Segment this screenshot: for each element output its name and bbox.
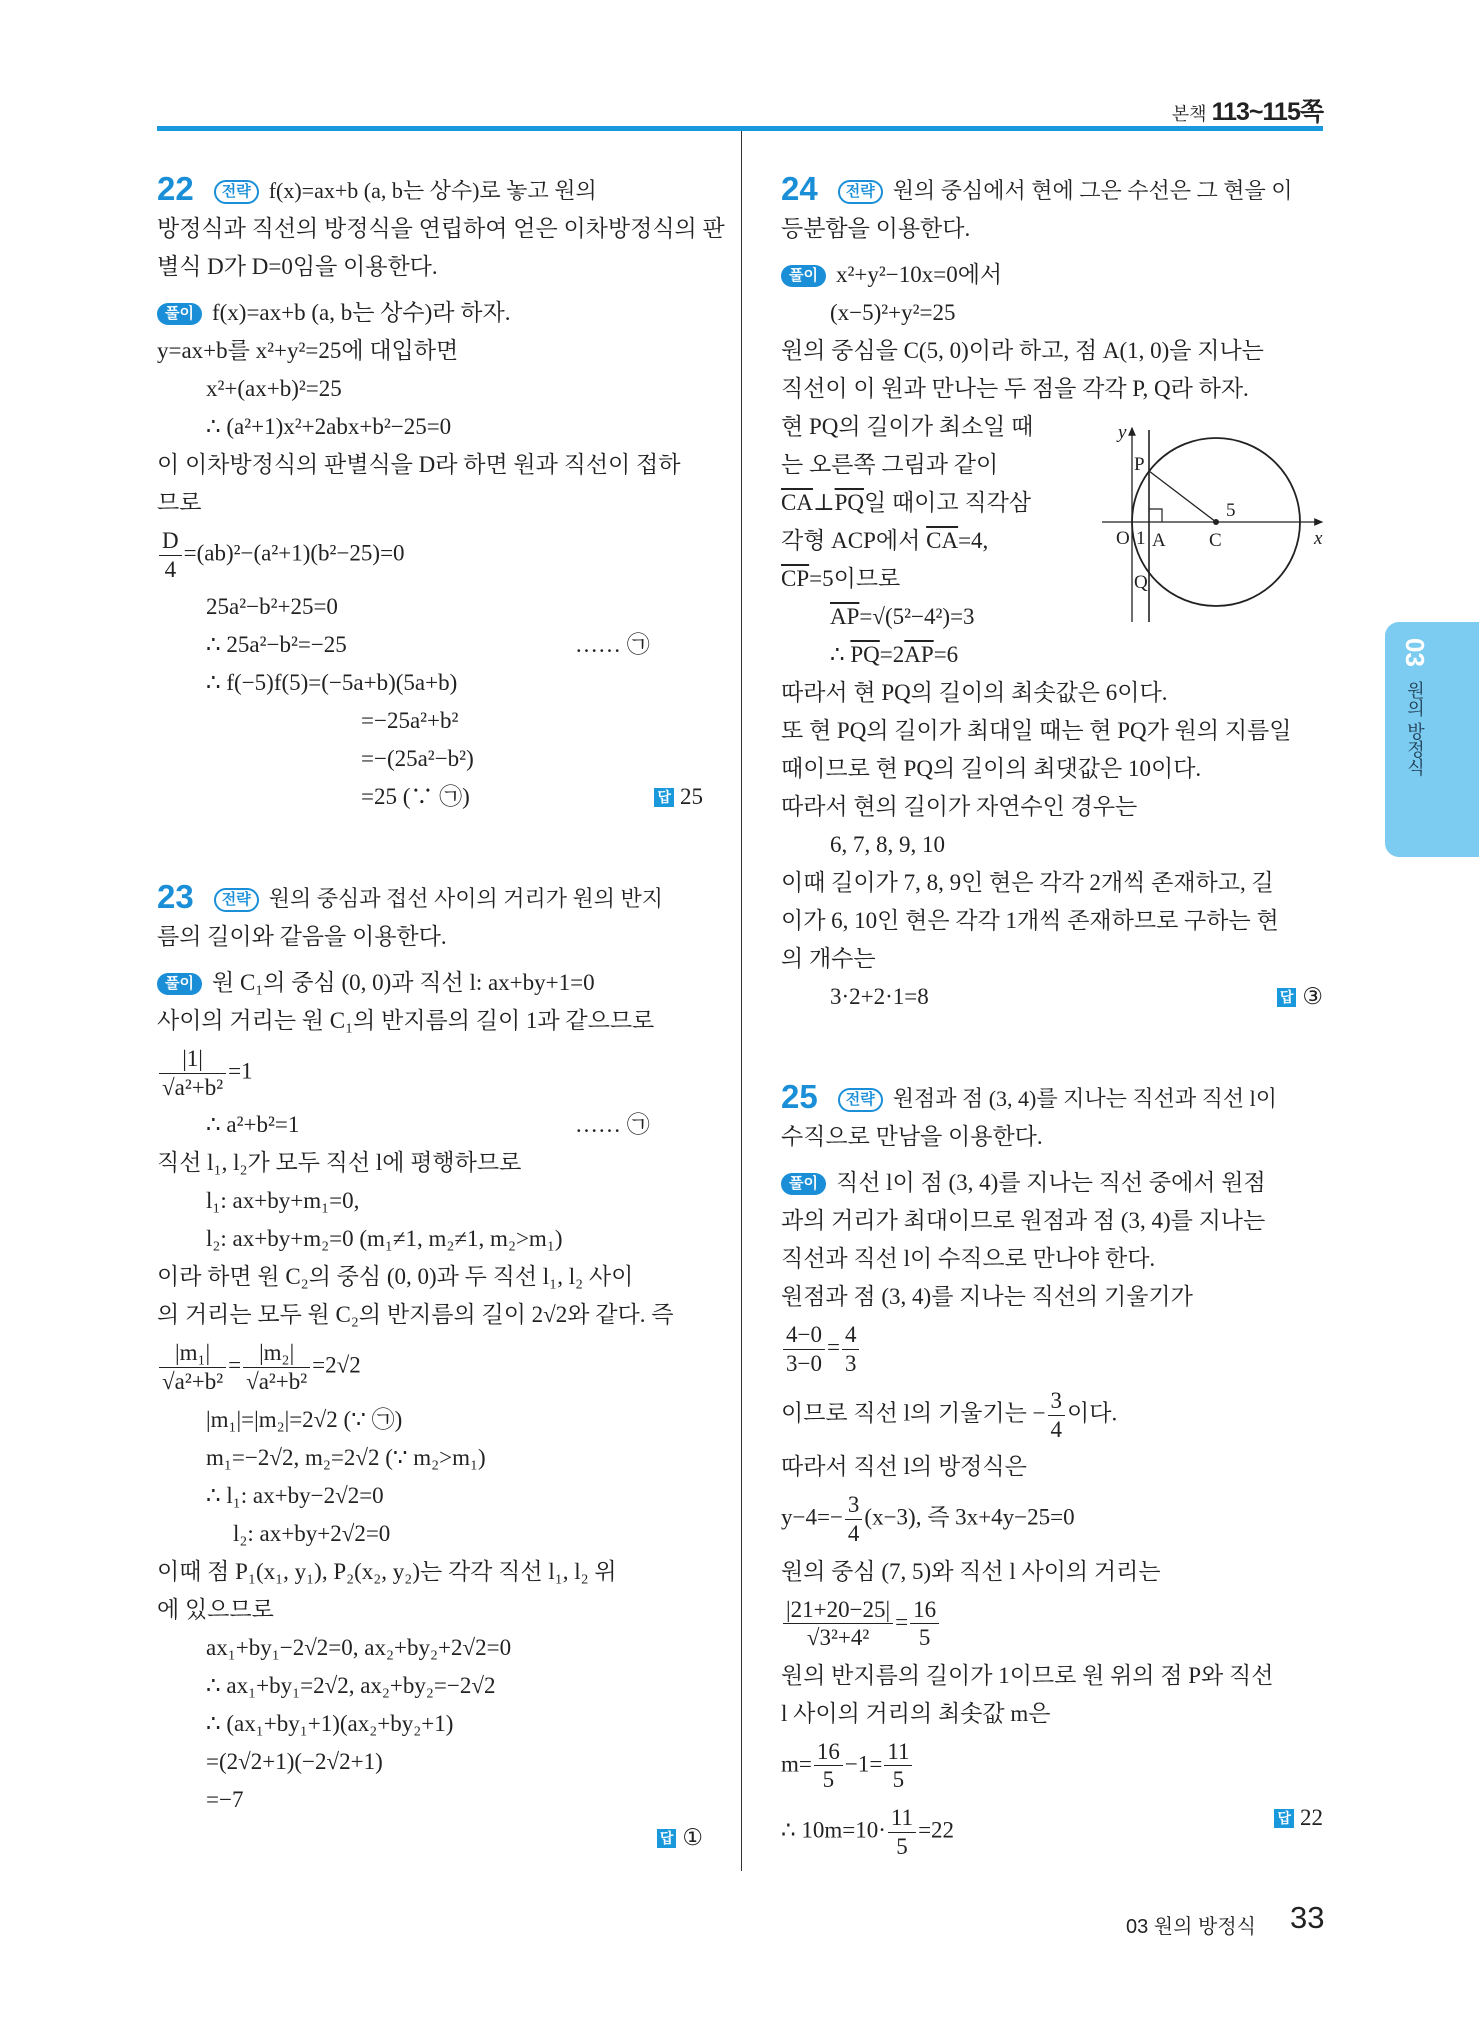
answer-value: ③	[1302, 984, 1323, 1009]
fraction-denominator: 4	[847, 1520, 860, 1546]
text-run: 이므로 직선 l의 기울기는 −	[781, 1400, 1046, 1426]
answer-value: 25	[680, 784, 703, 810]
solution-line	[781, 256, 1323, 294]
solution-line	[781, 940, 1323, 978]
text-run: 별식 D가 D=0임을 이용한다.	[157, 254, 438, 279]
solution-line	[157, 1515, 703, 1553]
text-run: m=	[781, 1751, 812, 1777]
fraction	[842, 1321, 860, 1377]
text-run: =√(5²−4²)=3	[859, 604, 975, 629]
text-run: l 사이의 거리의 최솟값 m은	[781, 1700, 1051, 1726]
text-run: =−25a²+b²	[361, 708, 459, 734]
equation-tag: …… ㉠	[575, 1112, 650, 1138]
answer-badge: 답	[654, 788, 674, 807]
text-run: ∴ a²+b²=1	[206, 1112, 300, 1138]
segment-cp	[1149, 471, 1216, 522]
strategy-badge: 전략	[214, 888, 259, 912]
chapter-tab[interactable]	[1385, 622, 1479, 857]
solution-line	[781, 1118, 1323, 1156]
fraction-numerator: 4−0	[783, 1321, 825, 1350]
problem-number: 25	[781, 1078, 818, 1115]
label-c: C	[1209, 530, 1222, 551]
solution-line	[157, 1667, 703, 1705]
text-run: 각형 ACP에서	[781, 528, 927, 553]
fraction	[884, 1738, 912, 1794]
fraction-numerator: 16	[910, 1596, 939, 1625]
text-run: 원의 중심에서 현에 그은 수선은 그 현을 이	[892, 178, 1293, 203]
page-reference	[1172, 92, 1323, 128]
fraction-denominator: 3	[844, 1350, 857, 1376]
text-run: ⊥	[812, 490, 835, 515]
page-number: 33	[1290, 1900, 1325, 1935]
text-run: =4,	[958, 528, 989, 553]
text-run: 따라서 현 PQ의 길이의 최솟값은 6이다.	[781, 680, 1168, 705]
solution-line	[157, 1296, 703, 1334]
solution-line	[157, 1182, 703, 1220]
text-run: ∴ 10m=10·	[781, 1817, 886, 1843]
label-o: O	[1116, 528, 1130, 549]
fraction-denominator: 3−0	[786, 1350, 822, 1376]
line-segment: $\overline{PQ}$	[834, 490, 864, 515]
line-segment: $\overline{PQ}$	[850, 642, 880, 667]
solution-line	[157, 1477, 703, 1515]
answer-value: ①	[682, 1824, 703, 1850]
text-run: =	[895, 1608, 909, 1634]
text-run: x²+y²−10x=0에서	[835, 262, 1003, 287]
fraction-denominator: √a²+b²	[162, 1074, 224, 1100]
text-run: 과의 거리가 최대이므로 원점과 점 (3, 4)를 지나는	[781, 1208, 1266, 1233]
line-segment: $\overline{CA}$	[926, 528, 959, 553]
solution-line	[157, 740, 703, 778]
solution-line	[157, 1220, 703, 1258]
solution-line	[157, 248, 703, 286]
label-x: x	[1314, 528, 1323, 549]
page-reference-range: 113~115쪽	[1211, 98, 1323, 126]
solution-line	[781, 1278, 1323, 1316]
text-run: 이 이차방정식의 판별식을 D라 하면 원과 직선이 접하	[157, 452, 681, 477]
solution-line	[781, 788, 1323, 826]
solution-line	[157, 1334, 703, 1400]
answer	[654, 778, 703, 816]
problem-header	[157, 170, 703, 210]
solution-line	[157, 702, 703, 740]
strategy-badge: 전략	[214, 180, 259, 204]
solution-line	[157, 1106, 703, 1144]
problem-number: 22	[157, 170, 194, 207]
text-run: 이다.	[1067, 1400, 1118, 1426]
solution-line	[157, 1040, 703, 1106]
text-run: 원의 중심을 C(5, 0)이라 하고, 점 A(1, 0)을 지나는	[781, 338, 1264, 363]
text-run: 수직으로 만남을 이용한다.	[781, 1124, 1043, 1149]
answer-badge: 답	[1274, 1809, 1294, 1828]
fraction-numerator: 3	[1048, 1387, 1066, 1416]
solution-line	[157, 370, 703, 408]
solution-line	[157, 484, 703, 522]
line-segment: $\overline{CA}$	[781, 490, 813, 515]
solution-line	[781, 1382, 1323, 1448]
fraction-denominator: 5	[892, 1767, 905, 1793]
solution-line	[781, 1799, 1323, 1865]
solution-line	[157, 778, 703, 816]
text-run: 직선 l이 점 (3, 4)를 지나는 직선 중에서 원점	[835, 1170, 1266, 1195]
text-run: 직선과 직선 l이 수직으로 만나야 한다.	[781, 1246, 1156, 1271]
fraction	[159, 1339, 226, 1395]
text-run: 방정식과 직선의 방정식을 연립하여 얻은 이차방정식의 판	[157, 216, 725, 241]
solution-line	[157, 1144, 703, 1182]
label-y: y	[1118, 422, 1127, 443]
text-run: ∴ (a²+1)x²+2abx+b²−25=0	[206, 414, 452, 439]
text-run: ∴ ax₁+by₁=2√2, ax₂+by₂=−2√2	[206, 1672, 496, 1698]
text-run: 의 개수는	[781, 946, 876, 971]
solution-line	[781, 332, 1323, 370]
solution-line	[157, 1553, 703, 1591]
text-run: 름의 길이와 같음을 이용한다.	[157, 924, 447, 950]
header-rule	[157, 126, 1323, 131]
page-reference-prefix: 본책	[1171, 104, 1207, 124]
column-divider	[741, 131, 742, 1871]
left-column	[157, 170, 725, 1857]
text-run: 이때 점 P₁(x₁, y₁), P₂(x₂, y₂)는 각각 직선 l₁, l₂ 위	[157, 1558, 617, 1584]
answer-badge: 답	[1277, 988, 1297, 1007]
fraction	[888, 1804, 916, 1860]
text-run: 따라서 직선 l의 방정식은	[781, 1454, 1027, 1480]
solution-line	[781, 712, 1323, 750]
solution-line	[157, 522, 703, 588]
text-run: ∴ l₁: ax+by−2√2=0	[206, 1482, 384, 1508]
fraction-numerator: |m₂|	[243, 1339, 310, 1368]
fraction	[783, 1596, 893, 1652]
label-one: 1	[1136, 528, 1146, 549]
solution-line	[157, 1439, 703, 1477]
solution-badge: 풀이	[157, 973, 202, 995]
solution-badge: 풀이	[781, 1173, 826, 1195]
text-run: =	[228, 1352, 242, 1378]
text-run: 사이의 거리는 원 C₁의 반지름의 길이 1과 같으므로	[157, 1008, 655, 1034]
text-run: y=ax+b를 x²+y²=25에 대입하면	[157, 338, 459, 363]
answer	[657, 1819, 703, 1857]
text-run: =−(25a²−b²)	[361, 746, 474, 772]
solution-line	[157, 1401, 703, 1439]
text-run: =5이므로	[809, 566, 901, 591]
text-run: 때이므로 현 PQ의 길이의 최댓값은 10이다.	[781, 756, 1202, 781]
problem-number: 24	[781, 170, 818, 207]
fraction-numerator: 4	[842, 1321, 860, 1350]
solution-line	[157, 210, 725, 248]
fraction-numerator: 11	[884, 1738, 912, 1767]
label-five: 5	[1226, 500, 1236, 521]
fraction-denominator: √a²+b²	[162, 1368, 224, 1394]
solution-line	[781, 370, 1323, 408]
text-run: 원의 중심과 접선 사이의 거리가 원의 반지	[268, 886, 663, 912]
text-run: 6, 7, 8, 9, 10	[830, 832, 945, 857]
text-run: 직선 l₁, l₂가 모두 직선 l에 평행하므로	[157, 1150, 522, 1176]
solution-line	[781, 1316, 1323, 1382]
solution-line	[781, 902, 1323, 940]
solution-line	[781, 1733, 1323, 1799]
label-p: P	[1134, 454, 1145, 475]
solution-line	[157, 664, 703, 702]
strategy-badge: 전략	[838, 1088, 883, 1112]
fraction	[159, 527, 182, 583]
solution-line	[157, 1258, 703, 1296]
solution-line	[781, 1240, 1323, 1278]
problem-header	[157, 878, 703, 918]
text-run: =22	[918, 1817, 955, 1843]
solution-line	[781, 1164, 1323, 1202]
text-run: 에 있으므로	[157, 1596, 274, 1622]
fraction	[814, 1738, 843, 1794]
text-run: 또 현 PQ의 길이가 최대일 때는 현 PQ가 원의 지름일	[781, 718, 1292, 743]
text-run: |m₁|=|m₂|=2√2 (∵ ㉠)	[206, 1406, 403, 1432]
fraction-denominator: √a²+b²	[246, 1368, 308, 1394]
solution-line	[157, 1002, 703, 1040]
fraction-denominator: 5	[918, 1625, 931, 1651]
text-run: ∴	[830, 642, 851, 667]
text-run: 원점과 점 (3, 4)를 지나는 직선과 직선 l이	[892, 1086, 1277, 1111]
solution-line	[781, 210, 1323, 248]
fraction-denominator: 5	[822, 1767, 835, 1793]
text-run: 현 PQ의 길이가 최소일 때	[781, 414, 1034, 439]
text-run: 원점과 점 (3, 4)를 지나는 직선의 기울기가	[781, 1284, 1193, 1309]
solution-badge: 풀이	[781, 265, 826, 287]
solution-line	[157, 408, 703, 446]
solution-line	[781, 1553, 1323, 1591]
text-run: =(ab)²−(a²+1)(b²−25)=0	[183, 540, 405, 566]
solution-line	[157, 1819, 703, 1857]
fraction-numerator: |21+20−25|	[783, 1596, 893, 1625]
text-run: −1=	[844, 1751, 883, 1777]
line-segment: $\overline{AP}$	[830, 604, 860, 629]
fraction-numerator: 11	[888, 1804, 916, 1833]
fraction-denominator: 4	[1050, 1416, 1063, 1442]
text-run: ∴ 25a²−b²=−25	[206, 632, 347, 658]
right-angle-mark	[1149, 509, 1162, 522]
solution-line	[781, 750, 1323, 788]
solution-line	[781, 1448, 1323, 1486]
text-run: 따라서 현의 길이가 자연수인 경우는	[781, 794, 1138, 819]
text-run: f(x)=ax+b (a, b는 상수)라 하자.	[211, 300, 511, 325]
solution-line	[157, 1743, 703, 1781]
problem-header	[781, 1078, 1323, 1118]
label-a: A	[1152, 530, 1166, 551]
text-run: 므로	[157, 490, 202, 515]
solution-line	[781, 826, 1323, 864]
fraction	[159, 1045, 226, 1101]
solution-line	[781, 294, 1323, 332]
solution-line	[157, 964, 703, 1002]
solution-line	[781, 1695, 1323, 1733]
footer-chapter: 03 원의 방정식	[1126, 1916, 1256, 1938]
answer-value: 22	[1300, 1804, 1323, 1830]
text-run: 는 오른쪽 그림과 같이	[781, 452, 999, 477]
text-run: 이가 6, 10인 현은 각각 1개씩 존재하므로 구하는 현	[781, 908, 1279, 933]
fraction-numerator: D	[159, 527, 182, 556]
fraction	[845, 1491, 863, 1547]
solution-line	[157, 1705, 703, 1743]
text-run: ∴ f(−5)f(5)=(−5a+b)(5a+b)	[206, 670, 458, 696]
solution-line	[157, 332, 703, 370]
solution-line	[781, 1591, 1323, 1657]
text-run: 이라 하면 원 C₂의 중심 (0, 0)과 두 직선 l₁, l₂ 사이	[157, 1264, 634, 1290]
fraction-denominator: √3²+4²	[806, 1625, 870, 1651]
text-run: m₁=−2√2, m₂=2√2 (∵ m₂>m₁)	[206, 1444, 486, 1470]
solution-line	[781, 1486, 1323, 1552]
answer	[1277, 978, 1323, 1016]
text-run: ax₁+by₁−2√2=0, ax₂+by₂+2√2=0	[206, 1634, 512, 1660]
answer	[1274, 1799, 1323, 1837]
text-run: =25 (∵ ㉠)	[361, 784, 470, 810]
text-run: ∴ (ax₁+by₁+1)(ax₂+by₂+1)	[206, 1710, 454, 1736]
text-run: 일 때이고 직각삼	[864, 490, 1032, 515]
text-run: 등분함을 이용한다.	[781, 216, 971, 241]
fraction-numerator: |m₁|	[159, 1339, 226, 1368]
text-run: =−7	[206, 1786, 244, 1812]
solution-line	[781, 1657, 1323, 1695]
fraction-numerator: |1|	[159, 1045, 226, 1074]
solution-line	[157, 1781, 703, 1819]
text-run: y−4=−	[781, 1504, 843, 1530]
text-run: =6	[933, 642, 959, 667]
chapter-tab-title: 원의 방정식	[1405, 681, 1425, 777]
center-point	[1213, 519, 1219, 525]
text-run: 직선이 이 원과 만나는 두 점을 각각 P, Q라 하자.	[781, 376, 1249, 401]
text-run: 원의 중심 (7, 5)와 직선 l 사이의 거리는	[781, 1558, 1161, 1584]
fraction-denominator: 4	[164, 556, 177, 582]
equation-tag: …… ㉠	[575, 632, 650, 658]
text-run: l₁: ax+by+m₁=0,	[206, 1188, 360, 1214]
text-run: =2√2	[312, 1352, 361, 1378]
text-run: 원 C₁의 중심 (0, 0)과 직선 l: ax+by+1=0	[211, 970, 595, 996]
text-run: 의 거리는 모두 원 C₂의 반지름의 길이 2√2와 같다. 즉	[157, 1302, 674, 1328]
label-q: Q	[1134, 572, 1148, 593]
solution-line	[781, 636, 1323, 674]
solution-line	[157, 294, 703, 332]
solution-line	[781, 864, 1323, 902]
line-segment: $\overline{AP}$	[904, 642, 934, 667]
fraction-numerator: 3	[845, 1491, 863, 1520]
text-run: l₂: ax+by+2√2=0	[233, 1520, 391, 1546]
solution-line	[157, 1591, 703, 1629]
problem-number: 23	[157, 878, 194, 916]
solution-line	[157, 446, 703, 484]
text-run: 원의 반지름의 길이가 1이므로 원 위의 점 P와 직선	[781, 1662, 1274, 1688]
fraction	[243, 1339, 310, 1395]
fraction	[783, 1321, 825, 1377]
text-run: 이때 길이가 7, 8, 9인 현은 각각 2개씩 존재하고, 길	[781, 870, 1274, 895]
solution-line	[781, 978, 1323, 1016]
solution-line	[157, 588, 703, 626]
text-run: =(2√2+1)(−2√2+1)	[206, 1748, 383, 1774]
text-run: (x−3), 즉 3x+4y−25=0	[864, 1504, 1075, 1530]
solution-line	[781, 1202, 1323, 1240]
fraction-denominator: 5	[896, 1833, 908, 1859]
line-segment: $\overline{CP}$	[781, 566, 810, 591]
fraction	[910, 1596, 939, 1652]
text-run: f(x)=ax+b (a, b는 상수)로 놓고 원의	[268, 178, 597, 203]
fraction-numerator: 16	[814, 1738, 843, 1767]
answer-badge: 답	[657, 1829, 677, 1848]
text-run: =	[826, 1334, 840, 1360]
circle-chord-figure	[1090, 420, 1330, 630]
text-run: =1	[228, 1058, 253, 1084]
problem-header	[781, 170, 1323, 210]
text-run: (x−5)²+y²=25	[830, 300, 956, 325]
text-run: =2	[879, 642, 905, 667]
solution-line	[157, 918, 703, 956]
strategy-badge: 전략	[838, 180, 883, 204]
text-run: x²+(ax+b)²=25	[206, 376, 342, 401]
solution-line	[781, 674, 1323, 712]
text-run: 25a²−b²+25=0	[206, 594, 338, 620]
solution-line	[157, 626, 703, 664]
chapter-tab-number: 03	[1400, 638, 1430, 667]
solution-badge: 풀이	[157, 303, 202, 325]
text-run: l₂: ax+by+m₂=0 (m₁≠1, m₂≠1, m₂>m₁)	[206, 1226, 563, 1252]
fraction	[1048, 1387, 1066, 1443]
solution-line	[157, 1629, 703, 1667]
text-run: 3·2+2·1=8	[830, 984, 929, 1009]
